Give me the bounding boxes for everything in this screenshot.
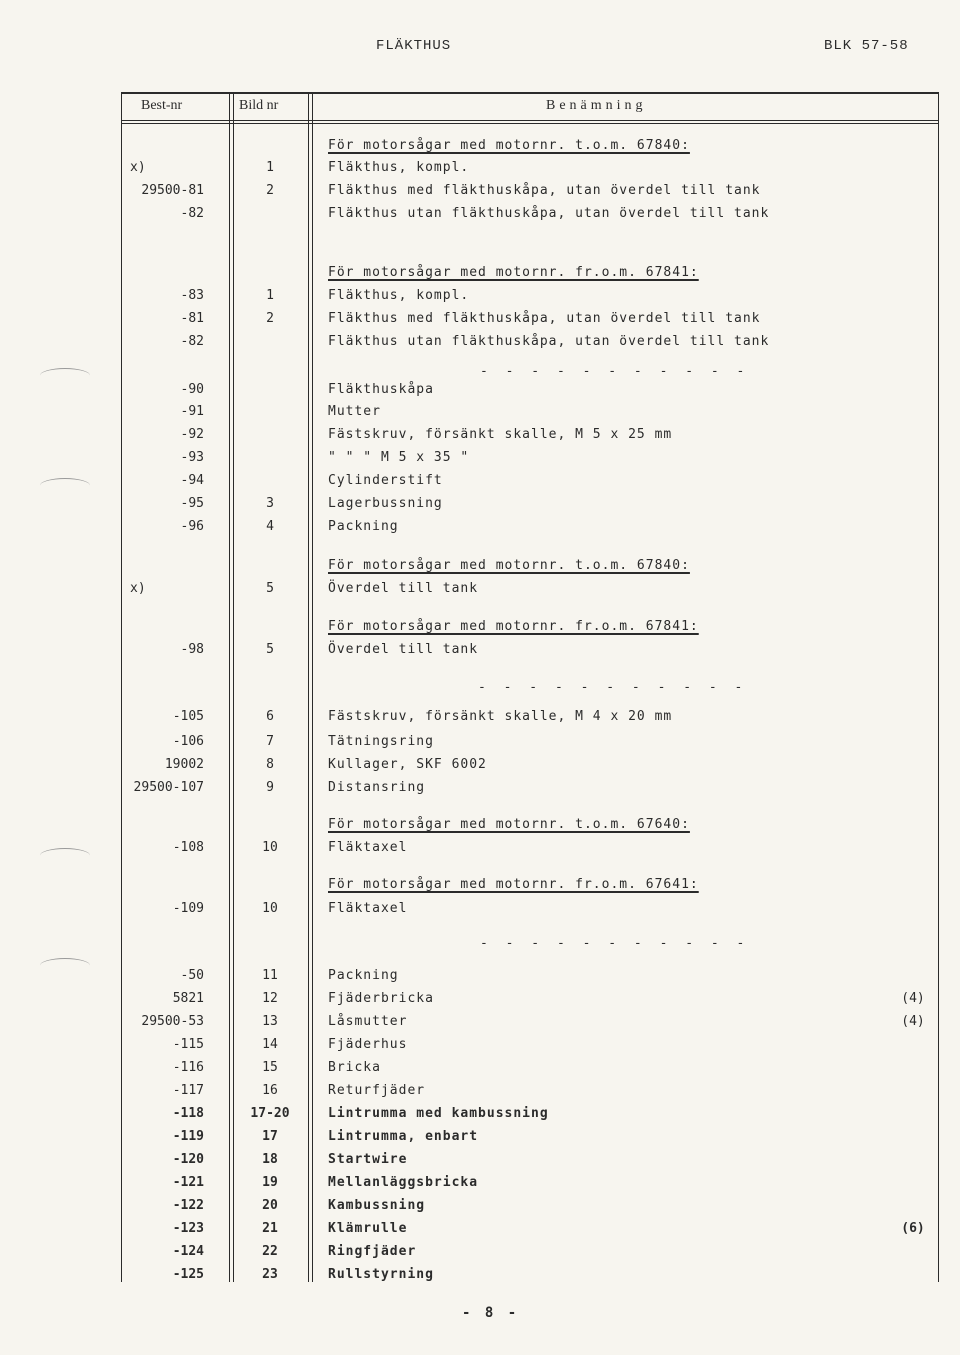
table-row <box>0 1129 960 1149</box>
bild-nr-cell: 3 <box>266 496 274 511</box>
best-nr-cell: x) <box>130 160 146 175</box>
table-row <box>0 780 960 800</box>
best-nr-cell: -95 <box>180 496 204 511</box>
best-nr-cell: 29500-107 <box>133 780 204 795</box>
best-nr-cell: -83 <box>180 288 204 303</box>
punch-hole-mark <box>40 368 90 383</box>
table-row <box>0 183 960 203</box>
bild-nr-cell: 1 <box>266 160 274 175</box>
benamning-cell: Fläkthus utan fläkthuskåpa, utan överdel till tank <box>328 206 770 221</box>
benamning-cell: Fläkthus utan fläkthuskåpa, utan överdel till tank <box>328 334 770 349</box>
table-row <box>0 1106 960 1126</box>
table-row <box>0 427 960 447</box>
bild-nr-cell: 21 <box>262 1221 278 1236</box>
table-row <box>0 288 960 308</box>
table-row <box>0 1014 960 1034</box>
benamning-cell: Distansring <box>328 780 426 795</box>
table-row <box>0 709 960 729</box>
table-row <box>0 519 960 539</box>
separator-dashes: - - - - - - - - - - - <box>480 364 750 379</box>
best-nr-cell: -91 <box>180 404 204 419</box>
bild-nr-cell: 17 <box>262 1129 278 1144</box>
bild-nr-cell: 11 <box>262 968 278 983</box>
best-nr-cell: -109 <box>172 901 204 916</box>
column-header-benamning: Benämning <box>546 98 647 113</box>
benamning-cell: Fjäderbricka <box>328 991 434 1006</box>
benamning-cell: Lintrumma med kambussning <box>328 1106 549 1121</box>
bild-nr-cell: 10 <box>262 840 278 855</box>
best-nr-cell: -116 <box>172 1060 204 1075</box>
best-nr-cell: -124 <box>172 1244 204 1259</box>
table-row <box>0 160 960 180</box>
header-rule <box>121 120 939 121</box>
benamning-cell: Packning <box>328 968 399 983</box>
benamning-cell: Klämrulle <box>328 1221 408 1236</box>
best-nr-cell: -50 <box>180 968 204 983</box>
benamning-cell: Fjäderhus <box>328 1037 408 1052</box>
bild-nr-cell: 15 <box>262 1060 278 1075</box>
bild-nr-cell: 7 <box>266 734 274 749</box>
benamning-cell: Fläkthus, kompl. <box>328 160 470 175</box>
bild-nr-cell: 13 <box>262 1014 278 1029</box>
benamning-cell: Fläktaxel <box>328 840 408 855</box>
section-heading: För motorsågar med motornr. fr.o.m. 67841: <box>328 619 699 634</box>
best-nr-cell: -120 <box>172 1152 204 1167</box>
section-heading: För motorsågar med motornr. t.o.m. 67840: <box>328 558 690 573</box>
best-nr-cell: -115 <box>172 1037 204 1052</box>
table-row <box>0 1083 960 1103</box>
table-row <box>0 1037 960 1057</box>
table-row <box>0 817 960 837</box>
table-row <box>0 450 960 470</box>
benamning-cell: Tätningsring <box>328 734 434 749</box>
bild-nr-cell: 4 <box>266 519 274 534</box>
table-row <box>0 840 960 860</box>
table-row <box>0 334 960 354</box>
benamning-cell: Returfjäder <box>328 1083 426 1098</box>
benamning-cell: Fläkthus med fläkthuskåpa, utan överdel till tank <box>328 183 761 198</box>
table-row <box>0 311 960 331</box>
best-nr-cell: -93 <box>180 450 204 465</box>
benamning-cell: Kullager, SKF 6002 <box>328 757 487 772</box>
column-header-best-nr: Best-nr <box>141 98 183 113</box>
benamning-cell: Fläkthuskåpa <box>328 382 434 397</box>
best-nr-cell: -106 <box>172 734 204 749</box>
benamning-cell: Bricka <box>328 1060 381 1075</box>
table-row <box>0 473 960 493</box>
bild-nr-cell: 23 <box>262 1267 278 1282</box>
bild-nr-cell: 5 <box>266 581 274 596</box>
document-code: BLK 57-58 <box>824 38 909 54</box>
table-row <box>0 901 960 921</box>
table-row <box>0 968 960 988</box>
section-heading: För motorsågar med motornr. fr.o.m. 67641: <box>328 877 699 892</box>
table-top-rule <box>121 92 939 94</box>
header-rule-double <box>121 123 939 124</box>
benamning-cell: Lintrumma, enbart <box>328 1129 479 1144</box>
table-row <box>0 206 960 226</box>
page-title: FLÄKTHUS <box>376 38 452 54</box>
benamning-cell: Fläkthus med fläkthuskåpa, utan överdel till tank <box>328 311 761 326</box>
table-row <box>0 265 960 285</box>
benamning-cell: Cylinderstift <box>328 473 443 488</box>
table-row <box>0 581 960 601</box>
separator-dashes: - - - - - - - - - - - <box>480 936 750 951</box>
benamning-cell: Rullstyrning <box>328 1267 434 1282</box>
bild-nr-cell: 17-20 <box>250 1106 290 1121</box>
bild-nr-cell: 2 <box>266 311 274 326</box>
table-row <box>0 496 960 516</box>
quantity-note: (4) <box>901 1014 925 1029</box>
table-row <box>0 558 960 578</box>
table-row <box>0 404 960 424</box>
bild-nr-cell: 6 <box>266 709 274 724</box>
quantity-note: (4) <box>901 991 925 1006</box>
best-nr-cell: 29500-53 <box>141 1014 204 1029</box>
benamning-cell: Lagerbussning <box>328 496 443 511</box>
best-nr-cell: -121 <box>172 1175 204 1190</box>
benamning-cell: Ringfjäder <box>328 1244 417 1259</box>
best-nr-cell: -122 <box>172 1198 204 1213</box>
bild-nr-cell: 22 <box>262 1244 278 1259</box>
best-nr-cell: -81 <box>180 311 204 326</box>
table-row <box>0 734 960 754</box>
table-row <box>0 1267 960 1287</box>
benamning-cell: Fästskruv, försänkt skalle, M 4 x 20 mm <box>328 709 673 724</box>
separator-dashes: - - - - - - - - - - - <box>478 680 748 695</box>
best-nr-cell: -94 <box>180 473 204 488</box>
bild-nr-cell: 16 <box>262 1083 278 1098</box>
bild-nr-cell: 14 <box>262 1037 278 1052</box>
table-row <box>0 1060 960 1080</box>
punch-hole-mark <box>40 848 90 863</box>
table-row <box>0 1198 960 1218</box>
best-nr-cell: -96 <box>180 519 204 534</box>
best-nr-cell: -105 <box>172 709 204 724</box>
quantity-note: (6) <box>901 1221 925 1236</box>
best-nr-cell: -125 <box>172 1267 204 1282</box>
best-nr-cell: -92 <box>180 427 204 442</box>
table-row <box>0 382 960 402</box>
bild-nr-cell: 8 <box>266 757 274 772</box>
benamning-cell: Fästskruv, försänkt skalle, M 5 x 25 mm <box>328 427 673 442</box>
bild-nr-cell: 9 <box>266 780 274 795</box>
benamning-cell: Packning <box>328 519 399 534</box>
table-row <box>0 1175 960 1195</box>
best-nr-cell: -98 <box>180 642 204 657</box>
best-nr-cell: -108 <box>172 840 204 855</box>
best-nr-cell: -90 <box>180 382 204 397</box>
benamning-cell: Mellanläggsbricka <box>328 1175 479 1190</box>
best-nr-cell: -117 <box>172 1083 204 1098</box>
benamning-cell: Mutter <box>328 404 381 419</box>
table-row <box>0 757 960 777</box>
benamning-cell: Låsmutter <box>328 1014 408 1029</box>
benamning-cell: Fläktaxel <box>328 901 408 916</box>
bild-nr-cell: 1 <box>266 288 274 303</box>
best-nr-cell: x) <box>130 581 146 596</box>
best-nr-cell: 29500-81 <box>141 183 204 198</box>
table-row <box>0 1221 960 1241</box>
best-nr-cell: 5821 <box>172 991 204 1006</box>
best-nr-cell: -118 <box>172 1106 204 1121</box>
page-header <box>0 38 960 62</box>
benamning-cell: Överdel till tank <box>328 642 479 657</box>
table-row <box>0 1152 960 1172</box>
benamning-cell: " " " M 5 x 35 " <box>328 450 470 465</box>
best-nr-cell: 19002 <box>164 757 204 772</box>
benamning-cell: Kambussning <box>328 1198 426 1213</box>
best-nr-cell: -123 <box>172 1221 204 1236</box>
bild-nr-cell: 12 <box>262 991 278 1006</box>
table-row <box>0 1244 960 1264</box>
punch-hole-mark <box>40 958 90 973</box>
section-heading: För motorsågar med motornr. t.o.m. 67840: <box>328 138 690 153</box>
column-header-bild-nr: Bild nr <box>239 98 279 113</box>
benamning-cell: Startwire <box>328 1152 408 1167</box>
best-nr-cell: -82 <box>180 334 204 349</box>
benamning-cell: Överdel till tank <box>328 581 479 596</box>
bild-nr-cell: 10 <box>262 901 278 916</box>
punch-hole-mark <box>40 478 90 493</box>
section-heading: För motorsågar med motornr. t.o.m. 67640: <box>328 817 690 832</box>
table-row <box>0 619 960 639</box>
bild-nr-cell: 18 <box>262 1152 278 1167</box>
table-row <box>0 991 960 1011</box>
best-nr-cell: -119 <box>172 1129 204 1144</box>
table-row <box>0 138 960 158</box>
bild-nr-cell: 2 <box>266 183 274 198</box>
table-row <box>0 642 960 662</box>
section-heading: För motorsågar med motornr. fr.o.m. 67841: <box>328 265 699 280</box>
page-number: - 8 - <box>462 1305 520 1321</box>
bild-nr-cell: 19 <box>262 1175 278 1190</box>
best-nr-cell: -82 <box>180 206 204 221</box>
bild-nr-cell: 20 <box>262 1198 278 1213</box>
table-row <box>0 877 960 897</box>
bild-nr-cell: 5 <box>266 642 274 657</box>
benamning-cell: Fläkthus, kompl. <box>328 288 470 303</box>
